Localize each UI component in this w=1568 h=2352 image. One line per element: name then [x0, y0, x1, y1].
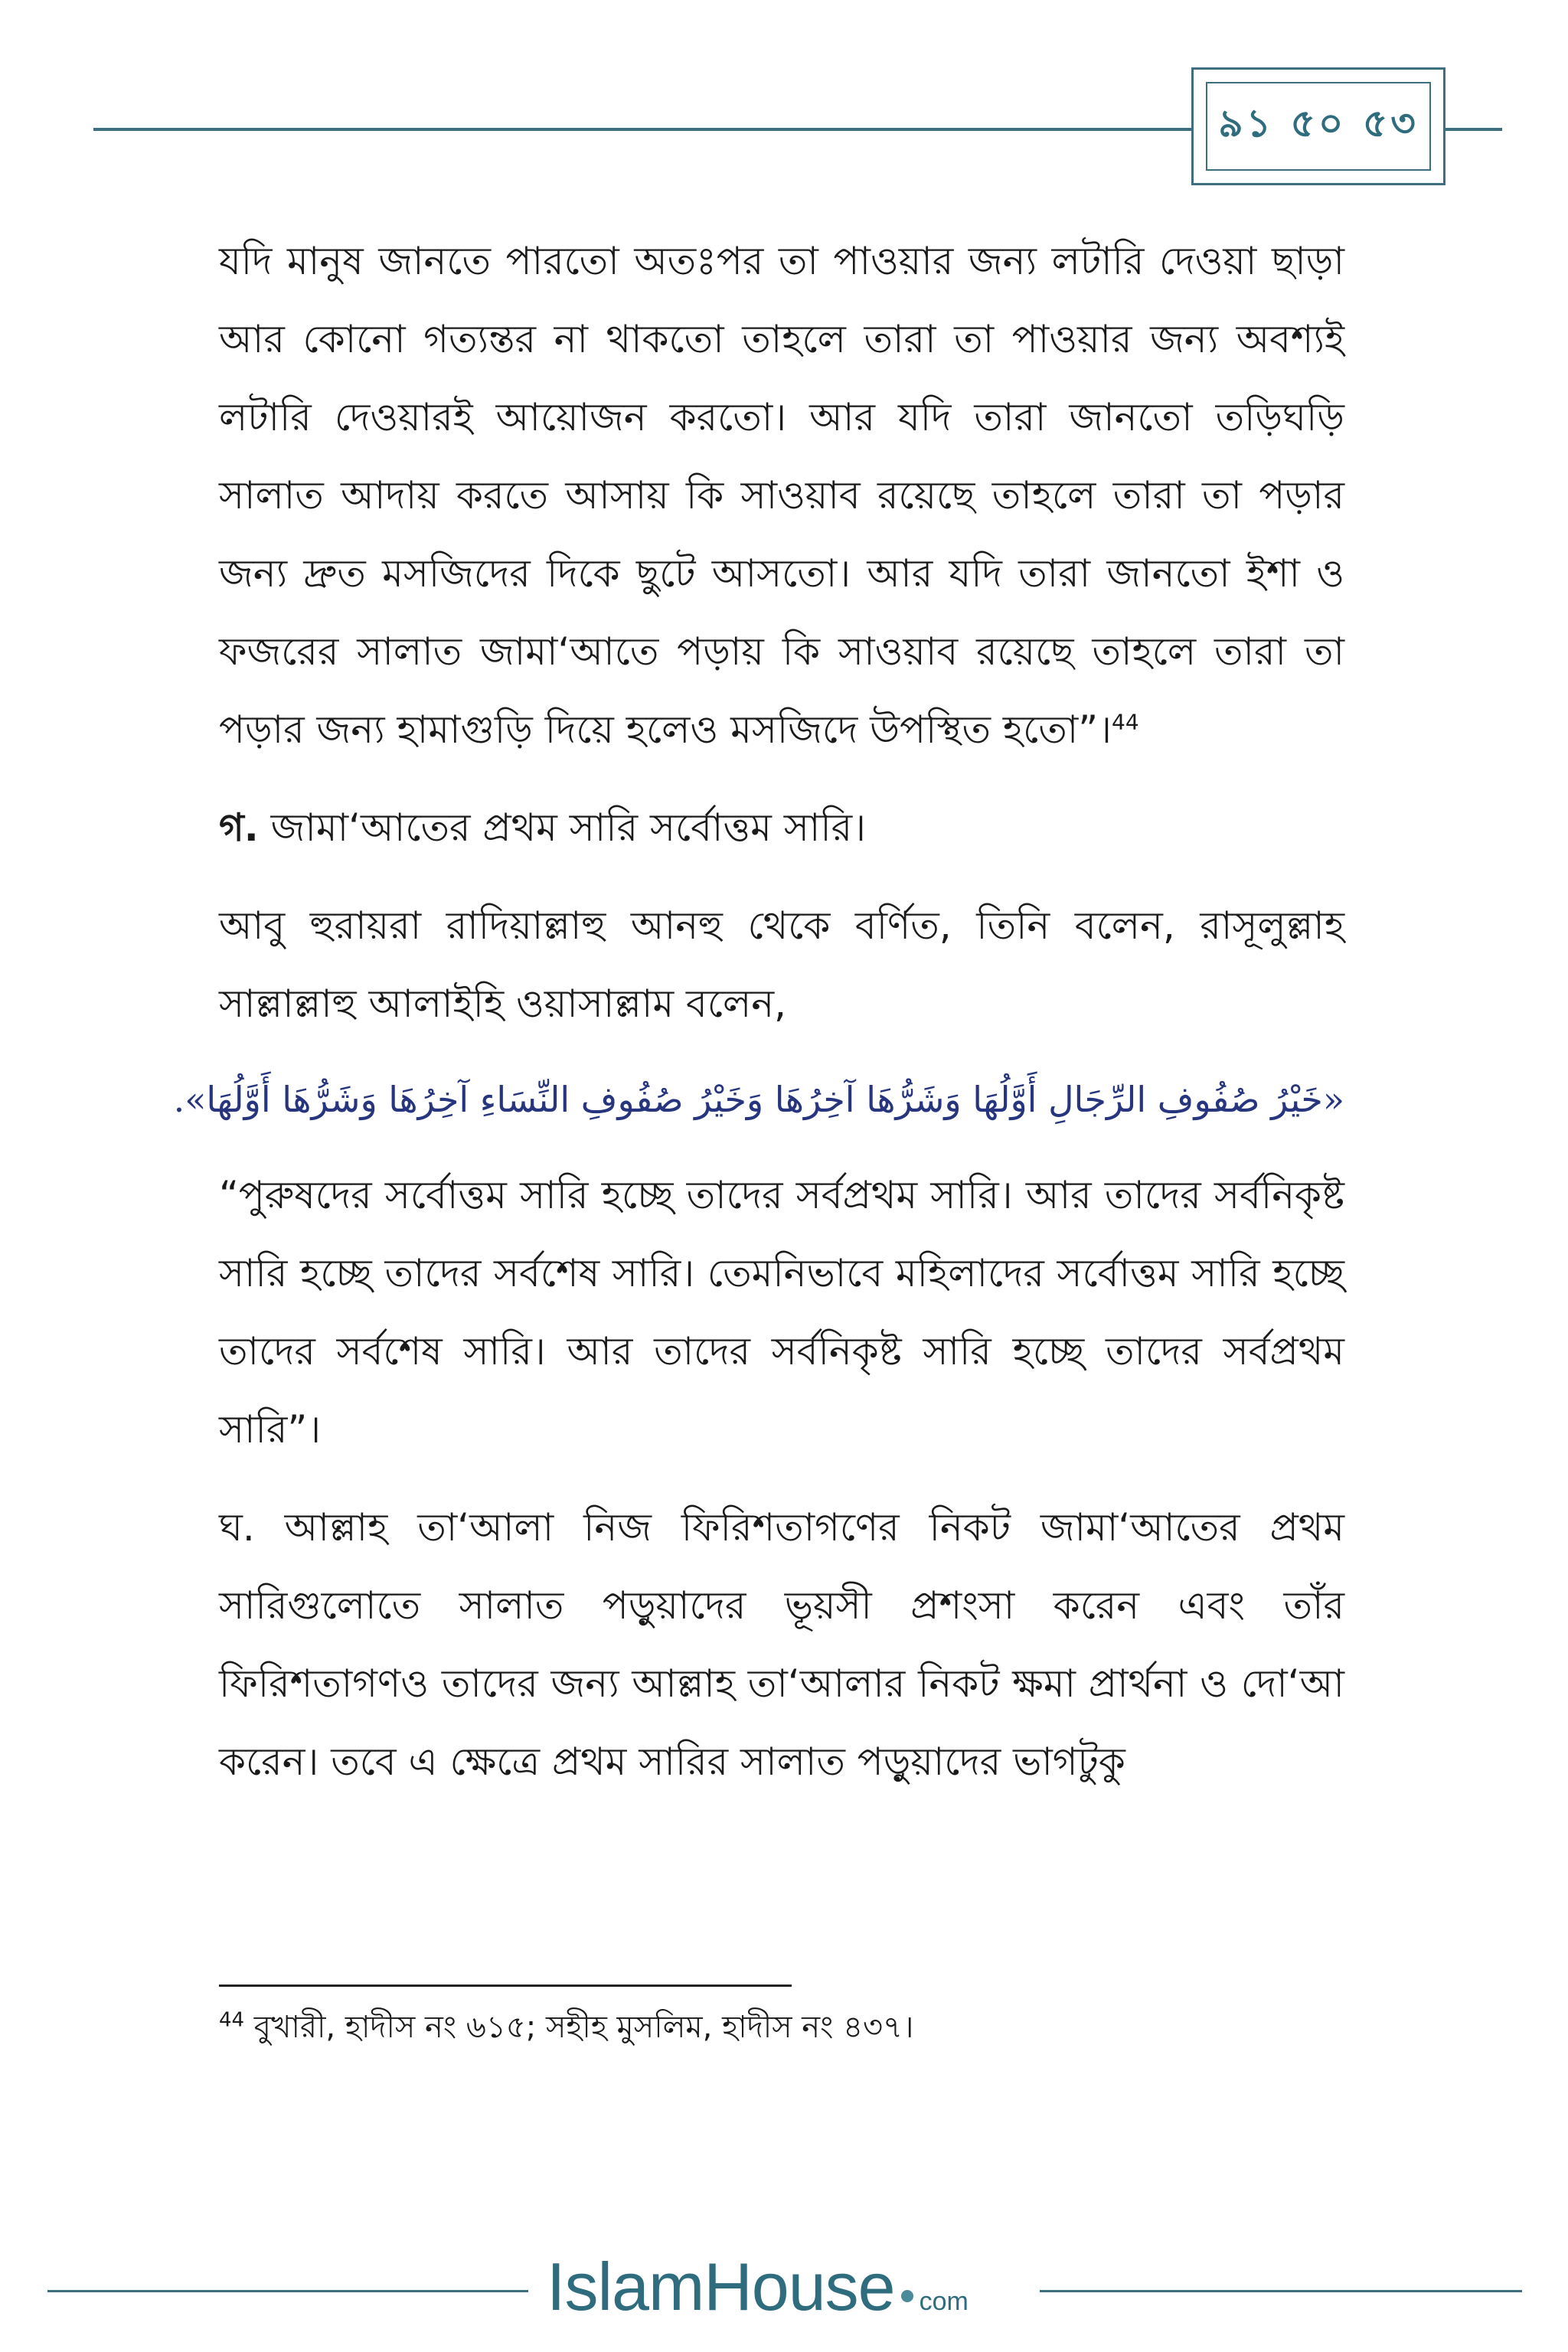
section-heading [219, 789, 1344, 867]
footnote-ref: 44 [1112, 709, 1139, 735]
logo-wordmark: IslamHouse [547, 2249, 895, 2324]
paragraph-hadith-continuation [219, 222, 1344, 769]
paragraph-text: যদি মানুষ জানতে পারতো অতঃপর তা পাওয়ার জন্য লটারি দেওয়া ছাড়া আর কোনো গত্যন্তর না থাকতো তাহলে তারা তা পাওয়ার জন্য অবশ্যই লটারি দেওয়ারই আয়োজন করতো। আর যদি তারা জানতো তড়িঘড়ি সালাত আদায় করতে আসায় কি সাওয়াব রয়েছে তাহলে তারা তা পড়ার জন্য দ্রুত মসজিদের দিকে ছুটে আসতো। আর যদি তারা জানতো ইশা ও ফজরের সালাত জামা‘আতে পড়ায় কি সাওয়াব রয়েছে তাহলে তারা তা পড়ার জন্য হামাগুড়ি দিয়ে হলেও মসজিদে উপস্থিত হতো”। [219, 239, 1344, 752]
logo-dot-icon [901, 2290, 913, 2302]
footer-rule-right [1040, 2290, 1522, 2292]
page-number-text: ৯১ ৫০ ৫৩ [1206, 82, 1431, 171]
islamhouse-logo [547, 2248, 969, 2324]
page-body [173, 222, 1344, 1821]
paragraph-section-d: ঘ. আল্লাহ তা‘আলা নিজ ফিরিশতাগণের নিকট জামা‘আতের প্রথম সারিগুলোতে সালাত পড়ুয়াদের ভূয়সী প্রশংসা করেন এবং তাঁর ফিরিশতাগণও তাদের জন্য আল্লাহ তা‘আলার নিকট ক্ষমা প্রার্থনা ও দো‘আ করেন। তবে এ ক্ষেত্রে প্রথম সারির সালাত পড়ুয়াদের ভাগটুকু [219, 1505, 1344, 1784]
section-letter: গ. [219, 805, 259, 850]
footnote-text: বুখারী, হাদীস নং ৬১৫; সহীহ মুসলিম, হাদীস নং ৪৩৭। [244, 2010, 914, 2045]
page-number-badge [1191, 67, 1446, 185]
section-title: জামা‘আতের প্রথম সারি সর্বোত্তম সারি। [258, 805, 867, 850]
footer-rule-left [47, 2290, 528, 2292]
footnote-divider [219, 1984, 792, 1987]
logo-suffix: com [919, 2287, 969, 2316]
footnote [219, 2004, 1344, 2050]
arabic-hadith-text: «خَيْرُ صُفُوفِ الرِّجَالِ أَوَّلُهَا وَشَرُّهَا آخِرُهَا وَخَيْرُ صُفُوفِ النِّسَاءِ آخِرُهَا وَشَرُّهَا أَوَّلُهَا». [173, 1079, 1344, 1120]
header-rule-left [93, 128, 1193, 131]
header-rule-right [1444, 128, 1502, 131]
paragraph-translation: “পুরুষদের সর্বোত্তম সারি হচ্ছে তাদের সর্বপ্রথম সারি। আর তাদের সর্বনিকৃষ্ট সারি হচ্ছে তাদের সর্বশেষ সারি। তেমনিভাবে মহিলাদের সর্বোত্তম সারি হচ্ছে তাদের সর্বশেষ সারি। আর তাদের সর্বনিকৃষ্ট সারি হচ্ছে তাদের সর্বপ্রথম সারি”। [219, 1173, 1344, 1452]
footnote-number: 44 [219, 2008, 245, 2032]
paragraph-narration: আবু হুরায়রা রাদিয়াল্লাহু আনহু থেকে বর্ণিত, তিনি বলেন, রাসূলুল্লাহ সাল্লাল্লাহু আলাইহি ওয়াসাল্লাম বলেন, [219, 903, 1344, 1026]
